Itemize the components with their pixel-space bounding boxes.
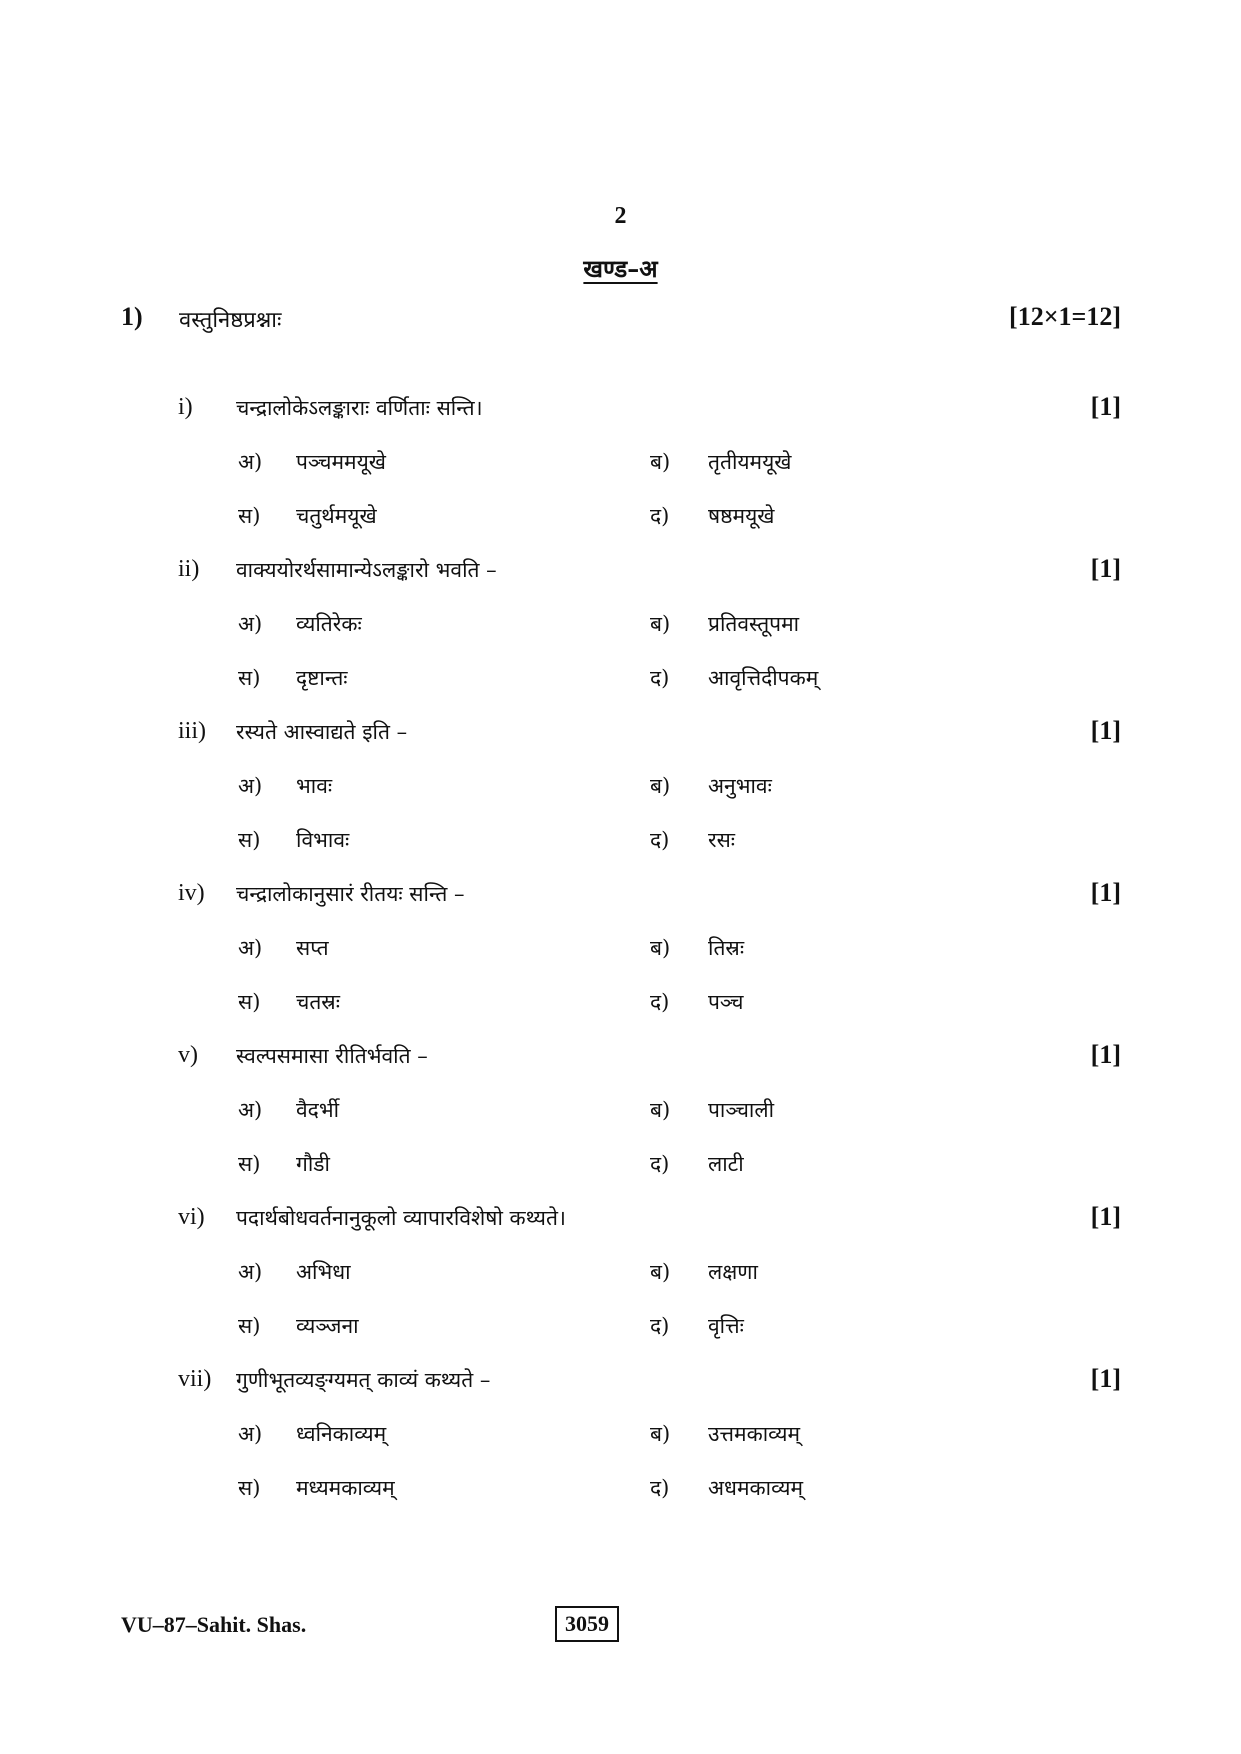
- option-text: आवृत्तिदीपकम्: [708, 666, 819, 690]
- option-text: अनुभावः: [708, 774, 772, 798]
- question-item: [0, 1364, 1241, 1526]
- option-text: भावः: [296, 774, 333, 798]
- option-label: अ): [238, 450, 263, 474]
- option-text: चतस्रः: [296, 990, 340, 1014]
- option-text: वैदर्भी: [296, 1098, 340, 1122]
- question-header: [121, 302, 1121, 338]
- item-text: गुणीभूतव्यङ्ग्यमत् काव्यं कथ्यते –: [236, 1368, 491, 1392]
- item-text: रस्यते आस्वाद्यते इति –: [236, 720, 408, 744]
- option-text: लाटी: [708, 1152, 744, 1176]
- item-marks: [1]: [1090, 1040, 1121, 1069]
- option-label: ब): [650, 774, 671, 798]
- option-text: चतुर्थमयूखे: [296, 504, 377, 528]
- option-label: स): [238, 504, 261, 528]
- option-text: अधमकाव्यम्: [708, 1476, 804, 1500]
- option-label: अ): [238, 1098, 263, 1122]
- paper-number-box: 3059: [555, 1606, 619, 1642]
- item-number: iv): [178, 880, 205, 906]
- option-label: अ): [238, 1260, 263, 1284]
- option-label: द): [650, 504, 670, 528]
- item-marks: [1]: [1090, 392, 1121, 421]
- option-label: स): [238, 1152, 261, 1176]
- option-text: मध्यमकाव्यम्: [296, 1476, 395, 1500]
- option-text: प्रतिवस्तूपमा: [708, 612, 800, 636]
- option-label: द): [650, 1152, 670, 1176]
- option-label: स): [238, 666, 261, 690]
- option-label: ब): [650, 612, 671, 636]
- item-number: v): [178, 1042, 198, 1068]
- option-label: स): [238, 990, 261, 1014]
- option-text: उत्तमकाव्यम्: [708, 1422, 801, 1446]
- option-text: लक्षणा: [708, 1260, 758, 1284]
- option-text: व्यञ्जना: [296, 1314, 359, 1338]
- option-text: सप्त: [296, 936, 329, 960]
- option-text: पाञ्चाली: [708, 1098, 775, 1122]
- option-label: द): [650, 828, 670, 852]
- option-label: द): [650, 1314, 670, 1338]
- option-label: अ): [238, 936, 263, 960]
- option-label: स): [238, 1314, 261, 1338]
- option-text: अभिधा: [296, 1260, 351, 1284]
- item-number: iii): [178, 718, 206, 744]
- option-label: अ): [238, 1422, 263, 1446]
- option-text: षष्ठमयूखे: [708, 504, 775, 528]
- option-text: वृत्तिः: [708, 1314, 744, 1338]
- option-label: अ): [238, 774, 263, 798]
- option-text: दृष्टान्तः: [296, 666, 348, 690]
- option-label: द): [650, 990, 670, 1014]
- question-number: 1): [121, 302, 143, 331]
- option-label: ब): [650, 450, 671, 474]
- option-text: व्यतिरेकः: [296, 612, 362, 636]
- question-title: वस्तुनिष्ठप्रश्नाः: [179, 308, 282, 333]
- item-text: स्वल्पसमासा रीतिर्भवति –: [236, 1044, 428, 1068]
- item-text: पदार्थबोधवर्तनानुकूलो व्यापारविशेषो कथ्यते।: [236, 1206, 566, 1230]
- item-number: ii): [178, 556, 200, 582]
- item-marks: [1]: [1090, 1202, 1121, 1231]
- option-label: स): [238, 1476, 261, 1500]
- option-text: रसः: [708, 828, 736, 852]
- item-marks: [1]: [1090, 878, 1121, 907]
- option-text: ध्वनिकाव्यम्: [296, 1422, 387, 1446]
- option-label: स): [238, 828, 261, 852]
- option-text: पञ्चममयूखे: [296, 450, 386, 474]
- paper-code: VU–87–Sahit. Shas.: [121, 1612, 307, 1637]
- item-text: चन्द्रालोकानुसारं रीतयः सन्ति –: [236, 882, 465, 906]
- option-label: ब): [650, 936, 671, 960]
- option-text: पञ्च: [708, 990, 744, 1014]
- item-number: vi): [178, 1204, 205, 1230]
- item-number: i): [178, 394, 193, 420]
- option-text: तृतीयमयूखे: [708, 450, 792, 474]
- option-label: द): [650, 666, 670, 690]
- question-item: [0, 716, 1241, 878]
- item-text: वाक्ययोरर्थसामान्येऽलङ्कारो भवति –: [236, 558, 497, 582]
- item-marks: [1]: [1090, 716, 1121, 745]
- option-text: विभावः: [296, 828, 350, 852]
- question-item: [0, 878, 1241, 1040]
- option-label: ब): [650, 1422, 671, 1446]
- question-item: [0, 1040, 1241, 1202]
- question-item: [0, 392, 1241, 554]
- item-marks: [1]: [1090, 1364, 1121, 1393]
- question-list: [0, 392, 1241, 1526]
- question-marks: [12×1=12]: [1009, 302, 1121, 331]
- option-text: तिस्रः: [708, 936, 745, 960]
- option-label: ब): [650, 1260, 671, 1284]
- question-item: [0, 554, 1241, 716]
- option-label: द): [650, 1476, 670, 1500]
- item-number: vii): [178, 1366, 212, 1392]
- option-label: अ): [238, 612, 263, 636]
- page-number: 2: [614, 203, 627, 229]
- option-text: गौडी: [296, 1152, 330, 1176]
- item-text: चन्द्रालोकेऽलङ्काराः वर्णिताः सन्ति।: [236, 396, 483, 420]
- section-title: खण्ड–अ: [583, 254, 658, 283]
- option-label: ब): [650, 1098, 671, 1122]
- item-marks: [1]: [1090, 554, 1121, 583]
- question-item: [0, 1202, 1241, 1364]
